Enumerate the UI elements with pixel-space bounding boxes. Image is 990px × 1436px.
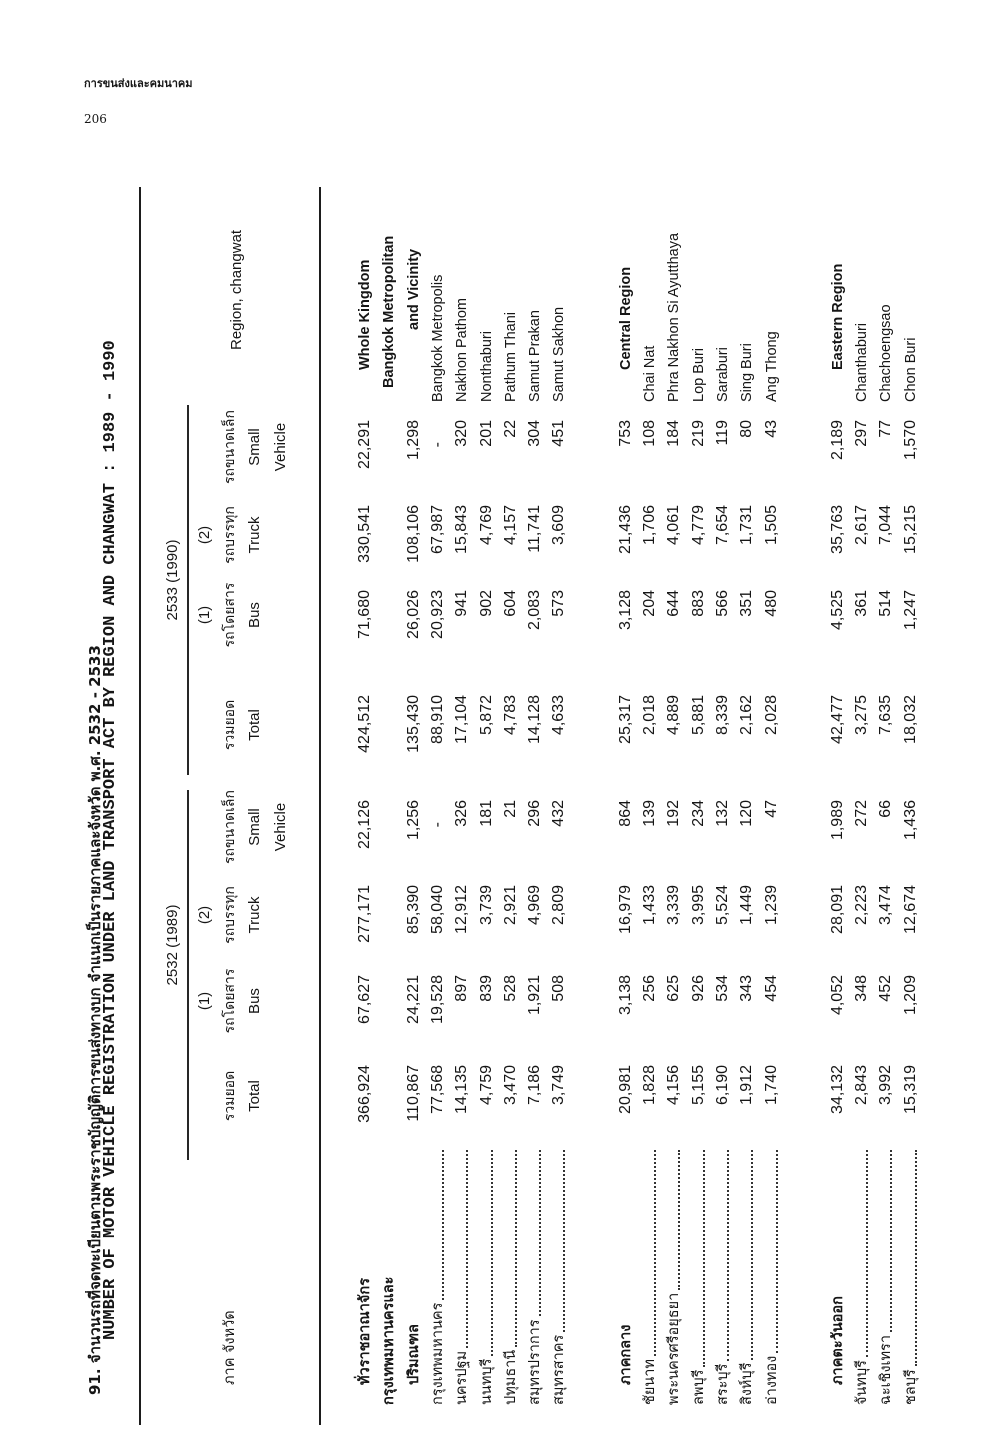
row-value: 12,674 <box>901 885 919 934</box>
dot-leader <box>428 1150 444 1300</box>
column-header-english: Truck <box>246 896 263 934</box>
row-value: 897 <box>453 975 471 1002</box>
row-label-english: Chon Buri <box>902 337 919 402</box>
column-header-thai: รถบรรทุก <box>222 506 238 564</box>
row-value: 320 <box>453 420 471 447</box>
row-label-english: Central Region <box>617 266 634 370</box>
row-value: 508 <box>550 975 568 1002</box>
table-row <box>664 185 688 1425</box>
row-value: 21 <box>501 800 519 818</box>
row-value: 528 <box>501 975 519 1002</box>
row-value: 2,083 <box>526 590 544 631</box>
row-value: 348 <box>853 975 871 1002</box>
dot-leader <box>901 1150 917 1366</box>
column-note: (1) <box>196 991 213 1011</box>
row-value: 88,910 <box>428 695 446 744</box>
row-value: 132 <box>713 800 731 827</box>
column-header-thai: รถบรรทุก <box>222 886 238 944</box>
table-row <box>828 185 852 1425</box>
row-value: 5,872 <box>477 695 495 736</box>
row-value: 514 <box>877 590 895 617</box>
row-value: 2,162 <box>738 695 756 736</box>
row-value: 1,436 <box>901 800 919 841</box>
dot-leader <box>852 1150 868 1357</box>
row-value: 234 <box>689 800 707 827</box>
row-value: 1,740 <box>762 1065 780 1106</box>
column-header-english: Small <box>246 808 263 846</box>
row-value: 2,921 <box>501 885 519 926</box>
row-value: 3,339 <box>665 885 683 926</box>
dot-leader <box>737 1150 753 1360</box>
row-value: 297 <box>853 420 871 447</box>
row-value: 85,390 <box>404 885 422 934</box>
row-value: 3,995 <box>689 885 707 926</box>
row-value: 277,171 <box>356 885 373 943</box>
row-value: 4,889 <box>665 695 683 736</box>
row-value: 139 <box>641 800 658 827</box>
dot-leader <box>640 1150 656 1356</box>
row-value: 20,923 <box>428 590 446 639</box>
row-label-english: Sing Buri <box>739 343 756 402</box>
column-header-english: Bus <box>246 602 263 628</box>
row-label-thai <box>852 1150 872 1405</box>
row-value: 5,524 <box>713 885 731 926</box>
column-header-english-line2: Vehicle <box>272 802 289 852</box>
table-row <box>901 185 925 1425</box>
row-value: 77,568 <box>428 1065 446 1114</box>
row-value: 2,189 <box>828 420 846 461</box>
row-label-english: Pathum Thani <box>502 311 519 402</box>
row-value: 192 <box>665 800 683 827</box>
table-row <box>477 185 501 1425</box>
row-value: 1,570 <box>901 420 919 461</box>
row-value: 135,430 <box>404 695 422 753</box>
row-value: 2,617 <box>853 505 871 546</box>
row-value: 1,209 <box>901 975 919 1016</box>
row-value: 625 <box>665 975 683 1002</box>
row-value: 7,654 <box>713 505 731 546</box>
row-value: 2,018 <box>641 695 658 736</box>
row-value: 604 <box>501 590 519 617</box>
row-value: 43 <box>762 420 780 438</box>
row-value: 8,339 <box>713 695 731 736</box>
row-value: 16,979 <box>616 885 634 934</box>
row-value: 1,912 <box>738 1065 756 1106</box>
row-label-thai: ภาคตะวันออก <box>829 1296 846 1385</box>
row-value: - <box>428 442 446 448</box>
row-label-english: Bangkok Metropolis <box>429 274 446 402</box>
row-value: 3,739 <box>477 885 495 926</box>
column-header-english: Total <box>246 709 263 741</box>
row-value: 573 <box>550 590 568 617</box>
row-value: 20,981 <box>616 1065 634 1114</box>
row-value: - <box>428 822 446 828</box>
row-label-thai-text: สมุทรสาคร <box>551 1334 568 1405</box>
row-value: 864 <box>616 800 634 827</box>
row-value: 366,924 <box>356 1065 373 1123</box>
row-value: 15,319 <box>901 1065 919 1114</box>
row-value: 1,921 <box>526 975 544 1016</box>
table-row <box>355 185 379 1425</box>
row-value: 7,186 <box>526 1065 544 1106</box>
row-value: 67,987 <box>428 505 446 554</box>
row-value: 296 <box>526 800 544 827</box>
row-label-thai-text: นครปฐม <box>454 1350 471 1405</box>
row-value: 3,609 <box>550 505 568 546</box>
row-value: 1,828 <box>641 1065 658 1106</box>
column-header-thai: รถโดยสาร <box>222 582 238 648</box>
row-value: 22 <box>501 420 519 438</box>
row-label-english: Eastern Region <box>829 263 846 370</box>
row-value: 3,138 <box>616 975 634 1016</box>
row-value: 326 <box>453 800 471 827</box>
row-label-english: Bangkok Metropolitan <box>381 235 398 388</box>
row-value: 330,541 <box>356 505 373 563</box>
page-number: 206 <box>84 112 107 126</box>
row-value: 941 <box>453 590 471 617</box>
row-value: 181 <box>477 800 495 827</box>
dot-leader <box>689 1150 705 1367</box>
column-note: (2) <box>196 905 213 925</box>
table-row <box>525 185 549 1425</box>
table-row <box>428 185 452 1425</box>
row-value: 1,256 <box>404 800 422 841</box>
row-value: 883 <box>689 590 707 617</box>
dot-leader <box>713 1150 729 1361</box>
row-label-thai: กรุงเทพมหานครและ <box>381 1276 398 1405</box>
row-value: 1,989 <box>828 800 846 841</box>
row-value: 4,783 <box>501 695 519 736</box>
row-label-thai-text: สมุทรปราการ <box>527 1319 544 1405</box>
column-header-thai: รถโดยสาร <box>222 968 238 1034</box>
row-value: 4,156 <box>665 1065 683 1106</box>
table-row <box>549 185 573 1425</box>
row-value: 47 <box>762 800 780 818</box>
row-value: 204 <box>641 590 658 617</box>
row-label-english: Whole Kingdom <box>357 259 373 370</box>
row-value: 4,157 <box>501 505 519 546</box>
row-label-thai <box>501 1150 521 1405</box>
table-row <box>852 185 876 1425</box>
row-label-thai <box>428 1150 448 1405</box>
row-value: 4,769 <box>477 505 495 546</box>
row-value: 7,044 <box>877 505 895 546</box>
row-value: 18,032 <box>901 695 919 744</box>
row-value: 14,135 <box>453 1065 471 1114</box>
row-value: 3,275 <box>853 695 871 736</box>
row-value: 926 <box>689 975 707 1002</box>
row-value: 4,633 <box>550 695 568 736</box>
row-value: 11,741 <box>526 505 544 553</box>
row-label-thai <box>737 1150 757 1405</box>
row-label-thai: ภาคกลาง <box>617 1324 634 1385</box>
row-label-thai <box>664 1150 684 1405</box>
row-label-english: and Vicinity <box>405 248 422 330</box>
table-row <box>501 185 525 1425</box>
row-value: 3,992 <box>877 1065 895 1106</box>
row-value: 454 <box>762 975 780 1002</box>
row-value: 42,477 <box>828 695 846 744</box>
row-label-thai <box>762 1150 782 1405</box>
column-header-thai: รถขนาดเล็ก <box>222 410 238 484</box>
table-title-thai: 91. จำนวนรถที่จดทะเบียนตามพระราชบัญญัติการขนส่งทางบก จำแนกเป็นรายภาคและจังหวัด พ.ศ. 2532 - 2533 <box>86 645 104 1395</box>
row-label-english: Saraburi <box>714 347 731 402</box>
row-value: 1,731 <box>738 505 756 546</box>
row-label-thai <box>640 1150 660 1405</box>
row-value: 80 <box>738 420 756 438</box>
row-label-thai-text: จันทบุรี <box>854 1360 871 1405</box>
table-row <box>640 185 664 1425</box>
row-value: 119 <box>713 420 731 446</box>
row-value: 3,128 <box>616 590 634 631</box>
row-value: 2,843 <box>853 1065 871 1106</box>
header-rule <box>319 187 321 1425</box>
row-label-english: Lop Buri <box>690 347 707 402</box>
row-value: 839 <box>477 975 495 1002</box>
row-value: 480 <box>762 590 780 617</box>
row-label-thai-text: พระนครศรีอยุธยา <box>666 1292 683 1405</box>
row-value: 4,061 <box>665 505 683 546</box>
row-value: 201 <box>477 420 495 447</box>
row-value: 256 <box>641 975 658 1002</box>
row-value: 272 <box>853 800 871 827</box>
row-label-thai <box>901 1150 921 1405</box>
row-value: 6,190 <box>713 1065 731 1106</box>
row-label-thai-text: สิงห์บุรี <box>739 1362 756 1405</box>
dot-leader <box>876 1150 892 1332</box>
row-value: 110,867 <box>404 1065 422 1122</box>
table-row <box>713 185 737 1425</box>
dot-leader <box>452 1150 468 1348</box>
row-label-thai-text: ฉะเชิงเทรา <box>878 1335 895 1405</box>
table-row <box>689 185 713 1425</box>
row-value: 1,505 <box>762 505 780 546</box>
row-value: 108,106 <box>404 505 422 563</box>
row-value: 343 <box>738 975 756 1002</box>
row-value: 1,239 <box>762 885 780 926</box>
row-value: 534 <box>713 975 731 1002</box>
year-header-2533: 2533 (1990) <box>164 539 181 621</box>
row-value: 5,881 <box>689 695 707 736</box>
row-label-thai-text: กรุงเทพมหานคร <box>429 1302 446 1405</box>
row-value: 21,436 <box>616 505 634 554</box>
row-label-english: Chanthaburi <box>854 323 871 402</box>
column-note: (1) <box>196 605 213 625</box>
row-value: 432 <box>550 800 568 827</box>
dot-leader <box>477 1150 493 1356</box>
column-header-thai: รวมยอด <box>222 1070 238 1122</box>
row-label-thai-text: ปทุมธานี <box>502 1349 519 1405</box>
row-value: 58,040 <box>428 885 446 934</box>
row-value: 17,104 <box>453 695 471 744</box>
table-row <box>876 185 900 1425</box>
row-value: 14,128 <box>526 695 544 744</box>
row-value: 77 <box>877 420 895 438</box>
row-label-thai <box>549 1150 569 1405</box>
row-label-thai: ทั่วราชอาณาจักร <box>357 1278 373 1385</box>
region-header-english: Region, changwat <box>228 229 245 350</box>
row-value: 22,126 <box>356 800 373 849</box>
top-rule <box>139 187 141 1425</box>
row-value: 34,132 <box>828 1065 846 1114</box>
row-label-thai-text: อ่างทอง <box>763 1355 780 1405</box>
row-value: 1,449 <box>738 885 756 926</box>
row-label-thai <box>525 1150 545 1405</box>
row-value: 3,474 <box>877 885 895 926</box>
dot-leader <box>525 1150 541 1316</box>
row-label-thai <box>713 1150 733 1405</box>
table-row <box>737 185 761 1425</box>
row-value: 361 <box>853 590 871 617</box>
row-value: 19,528 <box>428 975 446 1024</box>
row-value: 644 <box>665 590 683 617</box>
row-value: 753 <box>616 420 634 447</box>
row-label-thai-text: นนทบุรี <box>478 1358 495 1405</box>
row-value: 4,525 <box>828 590 846 631</box>
row-value: 15,215 <box>901 505 919 554</box>
row-value: 22,291 <box>356 420 373 469</box>
row-value: 7,635 <box>877 695 895 736</box>
region-header-thai: ภาค จังหวัด <box>222 1310 238 1385</box>
rotated-table <box>75 185 935 1425</box>
row-label-thai-text: ชัยนาท <box>642 1359 658 1405</box>
row-value: 219 <box>689 420 707 447</box>
row-value: 15,843 <box>453 505 471 554</box>
table-row <box>616 185 640 1425</box>
section-title: การขนส่งและคมนาคม <box>84 77 193 90</box>
row-value: 12,912 <box>453 885 471 934</box>
row-value: 4,969 <box>526 885 544 926</box>
row-label-thai-text: สระบุรี <box>714 1363 731 1405</box>
row-value: 120 <box>738 800 756 827</box>
row-value: 1,298 <box>404 420 422 461</box>
table-row <box>452 185 476 1425</box>
row-value: 108 <box>641 420 658 447</box>
row-label-thai: ปริมณฑล <box>405 1324 422 1385</box>
column-header-english-line2: Vehicle <box>272 422 289 472</box>
row-label-thai-text: ลพบุรี <box>690 1369 707 1405</box>
row-value: 71,680 <box>356 590 373 639</box>
row-label-english: Nonthaburi <box>478 331 495 402</box>
row-value: 35,763 <box>828 505 846 554</box>
row-label-english: Samut Prakan <box>527 310 544 402</box>
row-label-english: Ang Thong <box>763 331 780 402</box>
dot-leader <box>549 1150 565 1332</box>
row-label-english: Nakhon Pathom <box>454 298 471 402</box>
row-value: 26,026 <box>404 590 422 639</box>
column-header-thai: รวมยอด <box>222 699 238 751</box>
row-value: 4,052 <box>828 975 846 1016</box>
row-label-english: Chai Nat <box>642 345 658 402</box>
row-label-english: Phra Nakhon Si Ayutthaya <box>666 232 683 402</box>
column-header-thai: รถขนาดเล็ก <box>222 790 238 864</box>
row-label-thai-text: ชลบุรี <box>902 1369 919 1405</box>
row-value: 25,317 <box>616 695 634 744</box>
row-label-thai <box>477 1150 497 1405</box>
row-value: 5,155 <box>689 1065 707 1106</box>
row-value: 304 <box>526 420 544 447</box>
row-label-thai <box>876 1150 896 1405</box>
row-value: 451 <box>550 420 568 447</box>
row-value: 452 <box>877 975 895 1002</box>
column-header-english: Total <box>246 1080 263 1112</box>
row-value: 2,028 <box>762 695 780 736</box>
row-value: 902 <box>477 590 495 617</box>
year-underline <box>187 405 189 775</box>
row-value: 2,223 <box>853 885 871 926</box>
row-label-thai <box>689 1150 709 1405</box>
year-header-2532: 2532 (1989) <box>164 904 181 986</box>
row-value: 4,779 <box>689 505 707 546</box>
column-note: (2) <box>196 525 213 545</box>
row-value: 4,759 <box>477 1065 495 1106</box>
row-label-english: Chachoengsao <box>878 304 895 402</box>
row-value: 3,749 <box>550 1065 568 1106</box>
row-value: 351 <box>738 590 756 617</box>
row-value: 28,091 <box>828 885 846 934</box>
dot-leader <box>664 1150 680 1290</box>
row-value: 2,809 <box>550 885 568 926</box>
row-value: 66 <box>877 800 895 818</box>
row-label-thai <box>452 1150 472 1405</box>
row-value: 1,247 <box>901 590 919 631</box>
table-row <box>379 185 428 1425</box>
column-header-english: Bus <box>246 988 263 1014</box>
row-value: 1,433 <box>641 885 658 926</box>
row-value: 424,512 <box>356 695 373 753</box>
dot-leader <box>762 1150 778 1353</box>
row-value: 3,470 <box>501 1065 519 1106</box>
year-underline <box>187 790 189 1160</box>
table-title-english: NUMBER OF MOTOR VEHICLE REGISTRATION UNDER LAND TRANSPORT ACT BY REGION AND CHANGWAT : 1989 - 1990 <box>101 340 120 1340</box>
row-value: 24,221 <box>404 975 422 1024</box>
table-row <box>762 185 786 1425</box>
row-value: 67,627 <box>356 975 373 1024</box>
column-header-english: Truck <box>246 516 263 554</box>
row-label-english: Samut Sakhon <box>551 306 568 402</box>
row-value: 184 <box>665 420 683 447</box>
row-value: 566 <box>713 590 731 617</box>
dot-leader <box>501 1150 517 1347</box>
column-header-english: Small <box>246 428 263 466</box>
row-value: 1,706 <box>641 505 658 546</box>
